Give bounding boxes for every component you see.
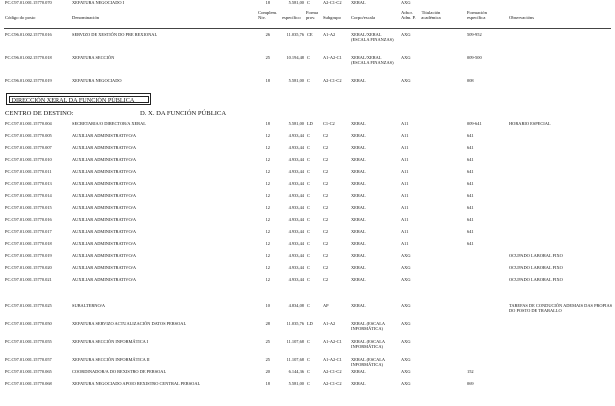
cell-subgrupo: C2 — [323, 253, 329, 258]
header-complem-label: Complem. — [258, 10, 278, 15]
header-subgrupo: Subgrupo — [323, 15, 341, 20]
cell-corpo-escala: XERAL — [351, 265, 366, 270]
cell-codigo: PC.C97.01.001.15770.007 — [5, 145, 52, 150]
cell-nivel: 25 — [265, 357, 270, 362]
cell-denominacion: XEFATURA SECCIÓN INFORMÁTICA II — [72, 357, 150, 362]
cell-forma-prov: C — [307, 229, 310, 234]
cell-codigo: PC.C97.01.001.15770.068 — [5, 381, 52, 386]
cell-corpo-escala: XERAL — [351, 205, 366, 210]
cell-corpo-escala: XERAL — [351, 303, 366, 308]
cell-codigo: PC.C97.01.001.15770.017 — [5, 229, 52, 234]
cell-denominacion: AUXILIAR ADMINISTRATIVO/A — [72, 265, 137, 270]
cell-formacion: 641 — [467, 241, 474, 246]
cell-especifico: 11.107,68 — [286, 357, 304, 362]
cell-denominacion: XEFATURA NEGOCIADO APOIO REXISTRO CENTRAL PERSOAL — [72, 381, 201, 386]
cell-corpo-escala: XERAL — [351, 78, 366, 83]
cell-subgrupo: A1-A2 — [323, 321, 336, 326]
cell-denominacion: AUXILIAR ADMINISTRATIVO/A — [72, 217, 137, 222]
cell-forma-prov: C — [307, 241, 310, 246]
cell-corpo-escala: XERAL — [351, 181, 366, 186]
cell-denominacion: XEFATURA NEGOCIADO I — [72, 0, 125, 5]
cell-corpo-escala: XERAL (ESCALA INFORMÁTICA) — [351, 357, 385, 367]
cell-forma-prov: C — [307, 55, 310, 60]
cell-denominacion: AUXILIAR ADMINISTRATIVO/A — [72, 229, 137, 234]
direccion-title: DIRECCIÓN XERAL DA FUNCIÓN PÚBLICA — [9, 96, 149, 103]
cell-especifico: 4.933,44 — [288, 253, 304, 258]
cell-corpo-escala: XERAL — [351, 0, 366, 5]
cell-subgrupo: A2-C1-C2 — [323, 381, 342, 386]
cell-especifico: 4.933,44 — [288, 229, 304, 234]
cell-adscr: AXG — [401, 357, 411, 362]
cell-adscr: A11 — [401, 229, 409, 234]
centro-label: CENTRO DE DESTINO: — [5, 110, 74, 117]
cell-subgrupo: A1-A2-C1 — [323, 339, 342, 344]
cell-codigo: PC.C97.01.001.15770.013 — [5, 181, 52, 186]
cell-nivel: 12 — [265, 157, 270, 162]
cell-codigo: PC.C97.01.001.15770.025 — [5, 303, 52, 308]
header-especifica-label: específica — [467, 15, 486, 21]
cell-nivel: 18 — [265, 78, 270, 83]
cell-denominacion: XEFATURA SECCIÓN INFORMÁTICA I — [72, 339, 149, 344]
cell-nivel: 12 — [265, 145, 270, 150]
cell-formacion: 641 — [467, 193, 474, 198]
cell-nivel: 20 — [265, 369, 270, 374]
cell-denominacion: AUXILIAR ADMINISTRATIVO/A — [72, 205, 137, 210]
cell-observacions: OCUPADO LABORAL FIXO — [509, 265, 563, 270]
cell-especifico: 4.834,08 — [288, 303, 304, 308]
cell-formacion: 509-952 — [467, 32, 482, 37]
cell-corpo-escala: XERAL — [351, 169, 366, 174]
cell-especifico: 4.933,44 — [288, 205, 304, 210]
cell-denominacion: XEFATURA SERVIZO ACTUALIZACIÓN DATOS PERSOAL — [72, 321, 187, 326]
cell-denominacion: AUXILIAR ADMINISTRATIVO/A — [72, 253, 137, 258]
cell-subgrupo: C2 — [323, 181, 329, 186]
cell-especifico: 4.933,44 — [288, 277, 304, 282]
cell-subgrupo: C2 — [323, 157, 329, 162]
cell-formacion: 641 — [467, 145, 474, 150]
cell-adscr: A11 — [401, 193, 409, 198]
cell-adscr: AXG — [401, 265, 411, 270]
cell-forma-prov: C — [307, 339, 310, 344]
cell-subgrupo: A2-C1-C2 — [323, 369, 342, 374]
cell-corpo-escala: XERAL — [351, 157, 366, 162]
cell-forma-prov: C — [307, 157, 310, 162]
cell-corpo-escala: XERAL (ESCALA INFORMÁTICA) — [351, 339, 385, 349]
cell-denominacion: AUXILIAR ADMINISTRATIVO/A — [72, 277, 137, 282]
cell-nivel: 12 — [265, 169, 270, 174]
cell-nivel: 26 — [265, 32, 270, 37]
cell-especifico: 4.933,44 — [288, 241, 304, 246]
header-academica-label: académica — [421, 15, 441, 21]
header-observacions: Observacións — [509, 15, 535, 20]
cell-especifico: 5.581,00 — [288, 381, 304, 386]
cell-nivel: 18 — [265, 121, 270, 126]
cell-adscr: A11 — [401, 133, 409, 138]
cell-nivel: 10 — [265, 303, 270, 308]
cell-codigo: PC.C97.01.001.15770.057 — [5, 357, 52, 362]
cell-nivel: 18 — [265, 381, 270, 386]
cell-subgrupo: C2 — [323, 241, 329, 246]
cell-especifico: 4.933,44 — [288, 181, 304, 186]
cell-formacion: 008 — [467, 78, 474, 83]
cell-especifico: 11.035,76 — [286, 32, 304, 37]
cell-adscr: AXG — [401, 339, 411, 344]
cell-subgrupo: A2-C1-C2 — [323, 0, 342, 5]
header-divider — [4, 28, 611, 29]
cell-denominacion: AUXILIAR ADMINISTRATIVO/A — [72, 241, 137, 246]
cell-corpo-escala: XERAL — [351, 241, 366, 246]
cell-observacions: HORARIO ESPECIAL — [509, 121, 551, 126]
cell-adscr: AXG — [401, 277, 411, 282]
cell-denominacion: XEFATURA NEGOCIADO — [72, 78, 122, 83]
cell-nivel: 12 — [265, 217, 270, 222]
cell-especifico: 5.581,00 — [288, 121, 304, 126]
cell-nivel: 25 — [265, 339, 270, 344]
cell-especifico: 4.933,44 — [288, 193, 304, 198]
cell-codigo: PC.C97.01.001.15770.050 — [5, 321, 52, 326]
cell-corpo-escala: XERAL — [351, 193, 366, 198]
cell-codigo: PC.C97.01.001.15770.018 — [5, 241, 52, 246]
cell-subgrupo: C2 — [323, 145, 329, 150]
cell-especifico: 5.581,00 — [288, 78, 304, 83]
cell-formacion: 009-641 — [467, 121, 482, 126]
cell-nivel: 12 — [265, 205, 270, 210]
cell-adscr: AXG — [401, 321, 411, 326]
cell-denominacion: COORDINADOR/A DO REXISTRO DE PERSOAL — [72, 369, 167, 374]
cell-codigo: PC.C97.01.001.15770.070 — [5, 0, 52, 5]
cell-forma-prov: C — [307, 145, 310, 150]
header-denominacion: Denominación — [72, 15, 100, 20]
cell-corpo-escala: XERAL — [351, 381, 366, 386]
cell-codigo: PC.C97.01.001.15770.011 — [5, 169, 52, 174]
cell-adscr: A11 — [401, 205, 409, 210]
header-especifico: específico — [282, 15, 301, 20]
cell-forma-prov: C — [307, 0, 310, 5]
cell-forma-prov: LD — [307, 321, 313, 326]
cell-denominacion: AUXILIAR ADMINISTRATIVO/A — [72, 169, 137, 174]
cell-corpo-escala: XERAL — [351, 133, 366, 138]
cell-adscr: A11 — [401, 121, 409, 126]
cell-adscr: A11 — [401, 157, 409, 162]
header-adm-p-label: Adm. P. — [401, 15, 416, 21]
cell-adscr: A11 — [401, 241, 409, 246]
header-formacion-label: Formación — [467, 10, 487, 15]
cell-subgrupo: C2 — [323, 193, 329, 198]
cell-nivel: 28 — [265, 321, 270, 326]
cell-subgrupo: C2 — [323, 169, 329, 174]
cell-forma-prov: C — [307, 265, 310, 270]
cell-subgrupo: A2-C1-C2 — [323, 78, 342, 83]
cell-subgrupo: C2 — [323, 133, 329, 138]
cell-denominacion: XEFATURA SECCIÓN — [72, 55, 115, 60]
cell-codigo: PC.C97.01.001.15770.005 — [5, 133, 52, 138]
cell-denominacion: SERVIZO DE XESTIÓN DO PRE REXIONAL — [72, 32, 158, 37]
header-corpo-escala: Corpo/escala — [351, 15, 375, 20]
cell-forma-prov: C — [307, 277, 310, 282]
cell-adscr: AXG — [401, 381, 411, 386]
cell-adscr: AXG — [401, 369, 411, 374]
header-prov-label: prov. — [306, 15, 316, 21]
cell-denominacion: SUBALTERNO/A — [72, 303, 106, 308]
cell-adscr: AXG — [401, 253, 411, 258]
cell-subgrupo: C2 — [323, 217, 329, 222]
cell-nivel: 12 — [265, 277, 270, 282]
cell-formacion: 152 — [467, 369, 474, 374]
cell-nivel: 12 — [265, 253, 270, 258]
cell-especifico: 10.194,48 — [286, 55, 304, 60]
cell-codigo: PC.C97.01.001.15770.065 — [5, 369, 52, 374]
cell-corpo-escala: XERAL — [351, 369, 366, 374]
cell-denominacion: SECRETARIA/O DIRECTOR/A XERAL — [72, 121, 146, 126]
cell-subgrupo: A1-A2-C1 — [323, 55, 342, 60]
cell-corpo-escala: XERAL — [351, 229, 366, 234]
cell-especifico: 6.144,36 — [288, 369, 304, 374]
cell-forma-prov: C — [307, 133, 310, 138]
cell-codigo: PC.C97.01.001.15770.010 — [5, 157, 52, 162]
cell-denominacion: AUXILIAR ADMINISTRATIVO/A — [72, 181, 137, 186]
cell-nivel: 12 — [265, 241, 270, 246]
cell-nivel: 18 — [265, 0, 270, 5]
cell-forma-prov: C — [307, 303, 310, 308]
header-titulacion — [411, 10, 451, 20]
cell-denominacion: AUXILIAR ADMINISTRATIVO/A — [72, 145, 137, 150]
cell-especifico: 4.933,44 — [288, 265, 304, 270]
cell-formacion: 641 — [467, 217, 474, 222]
cell-forma-prov: C — [307, 169, 310, 174]
cell-adscr: A11 — [401, 181, 409, 186]
direccion-box — [6, 93, 151, 105]
cell-formacion: 009-500 — [467, 55, 482, 60]
cell-formacion: 641 — [467, 205, 474, 210]
cell-subgrupo: C1-C2 — [323, 121, 335, 126]
cell-corpo-escala: XERAL/XERAL (ESCALA FINANZAS) — [351, 55, 394, 65]
cell-forma-prov: C — [307, 253, 310, 258]
cell-subgrupo: AP — [323, 303, 329, 308]
cell-especifico: 5.581,00 — [288, 0, 304, 5]
cell-formacion: 641 — [467, 181, 474, 186]
cell-denominacion: AUXILIAR ADMINISTRATIVO/A — [72, 193, 137, 198]
header-adscr-label: Adscr. — [401, 10, 413, 15]
cell-codigo: PC.C97.01.001.15770.021 — [5, 277, 52, 282]
cell-nivel: 12 — [265, 265, 270, 270]
cell-formacion: 641 — [467, 133, 474, 138]
cell-corpo-escala: XERAL — [351, 217, 366, 222]
cell-observacions: OCUPADO LABORAL FIXO — [509, 253, 563, 258]
cell-codigo: PC.C96.01.002.15770.016 — [5, 32, 52, 37]
cell-especifico: 4.933,44 — [288, 145, 304, 150]
cell-corpo-escala: XERAL — [351, 145, 366, 150]
cell-adscr: A11 — [401, 217, 409, 222]
cell-codigo: PC.C96.01.002.15770.018 — [5, 55, 52, 60]
cell-forma-prov: CE — [307, 32, 313, 37]
header-nivel — [258, 10, 278, 20]
cell-adscr: A11 — [401, 169, 409, 174]
cell-codigo: PC.C96.01.002.15770.019 — [5, 78, 52, 83]
cell-especifico: 4.933,44 — [288, 169, 304, 174]
cell-corpo-escala: XERAL — [351, 121, 366, 126]
cell-especifico: 4.933,44 — [288, 157, 304, 162]
cell-forma-prov: C — [307, 381, 310, 386]
cell-corpo-escala: XERAL — [351, 277, 366, 282]
cell-codigo: PC.C97.01.001.15770.019 — [5, 253, 52, 258]
cell-denominacion: AUXILIAR ADMINISTRATIVO/A — [72, 157, 137, 162]
cell-especifico: 11.035,76 — [286, 321, 304, 326]
cell-nivel: 12 — [265, 133, 270, 138]
cell-subgrupo: C2 — [323, 229, 329, 234]
cell-forma-prov: C — [307, 193, 310, 198]
cell-subgrupo: C2 — [323, 265, 329, 270]
cell-adscr: AXG — [401, 32, 411, 37]
cell-forma-prov: C — [307, 181, 310, 186]
cell-forma-prov: C — [307, 357, 310, 362]
cell-formacion: 641 — [467, 157, 474, 162]
cell-adscr: A11 — [401, 145, 409, 150]
cell-codigo: PC.C97.01.001.15770.020 — [5, 265, 52, 270]
cell-forma-prov: C — [307, 369, 310, 374]
cell-nivel: 12 — [265, 181, 270, 186]
header-codigo: Código do posto — [5, 15, 36, 20]
header-niv-label: Niv. — [258, 15, 266, 21]
cell-especifico: 4.933,44 — [288, 217, 304, 222]
cell-forma-prov: LD — [307, 121, 313, 126]
cell-nivel: 12 — [265, 229, 270, 234]
cell-subgrupo: A1-A2-C1 — [323, 357, 342, 362]
cell-forma-prov: C — [307, 217, 310, 222]
cell-observacions: TAREFAS DE CONDUCIÓN ADEMAIS DAS PROPIAS DO POSTO DE TRABALLO — [509, 303, 613, 313]
cell-denominacion: AUXILIAR ADMINISTRATIVO/A — [72, 133, 137, 138]
cell-adscr: AXG — [401, 78, 411, 83]
cell-nivel: 12 — [265, 193, 270, 198]
cell-nivel: 25 — [265, 55, 270, 60]
cell-subgrupo: C2 — [323, 205, 329, 210]
cell-adscr: AXG — [401, 55, 411, 60]
cell-codigo: PC.C97.01.001.15770.055 — [5, 339, 52, 344]
header-formacion — [467, 10, 507, 20]
cell-codigo: PC.C97.01.001.15770.014 — [5, 193, 52, 198]
header-forma-label: Forma — [306, 10, 318, 15]
cell-codigo: PC.C97.01.001.15770.016 — [5, 217, 52, 222]
cell-codigo: PC.C97.01.001.15770.015 — [5, 205, 52, 210]
cell-corpo-escala: XERAL (ESCALA INFORMÁTICA) — [351, 321, 385, 331]
cell-especifico: 11.107,68 — [286, 339, 304, 344]
cell-subgrupo: A1-A2 — [323, 32, 336, 37]
cell-formacion: 069 — [467, 381, 474, 386]
cell-forma-prov: C — [307, 78, 310, 83]
cell-formacion: 641 — [467, 229, 474, 234]
cell-forma-prov: C — [307, 205, 310, 210]
centro-value: D. X. DA FUNCIÓN PÚBLICA — [140, 110, 227, 117]
cell-subgrupo: C2 — [323, 277, 329, 282]
cell-codigo: PC.C97.01.001.15770.004 — [5, 121, 52, 126]
cell-adscr: AXG — [401, 303, 411, 308]
cell-corpo-escala: XERAL/XERAL (ESCALA FINANZAS) — [351, 32, 394, 42]
header-titulacion-label: Titulación — [421, 10, 441, 15]
cell-formacion: 641 — [467, 169, 474, 174]
cell-observacions: OCUPADO LABORAL FIXO — [509, 277, 563, 282]
cell-corpo-escala: XERAL — [351, 253, 366, 258]
cell-especifico: 4.933,44 — [288, 133, 304, 138]
cell-adscr: AXG — [401, 0, 411, 5]
